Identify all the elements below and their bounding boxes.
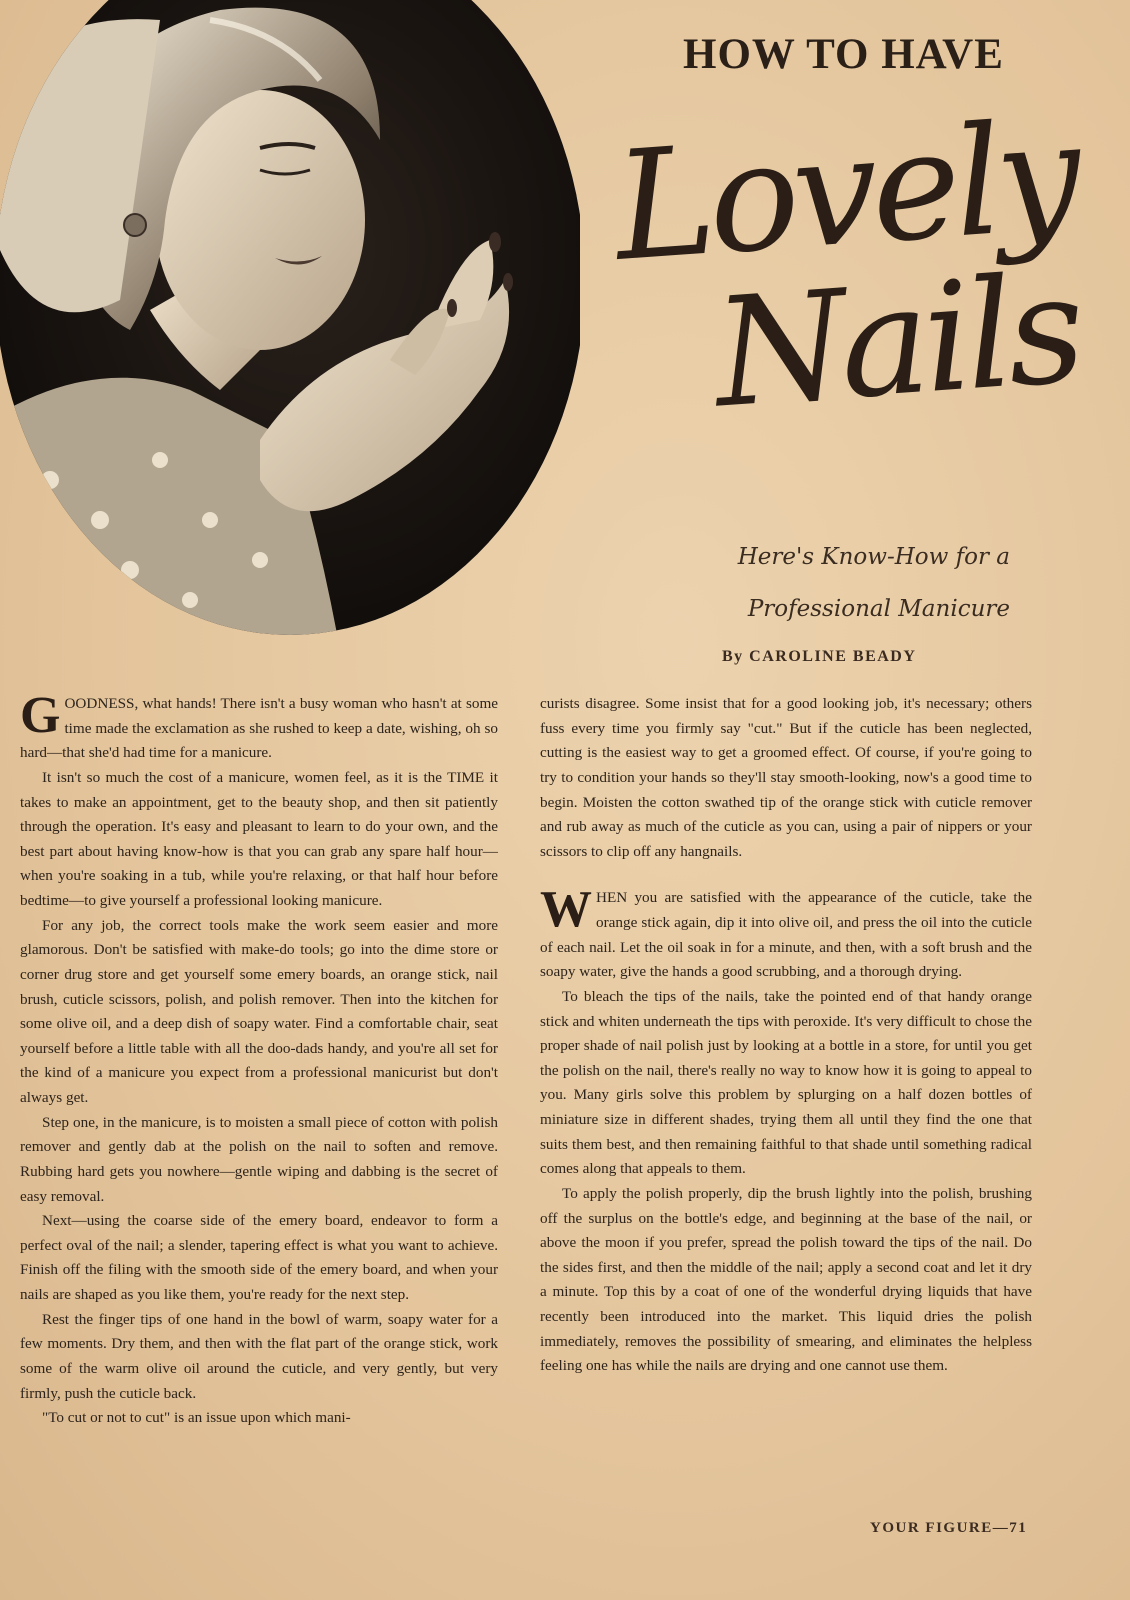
article-left-column (20, 687, 498, 1431)
script-title-lovely: Lovely (609, 89, 1081, 295)
paragraph: Step one, in the manicure, is to moisten a small piece of cotton with polish remover and gently dab at the polish on the nail to soften and remove. Rubbing hard gets you nowhere—gentle wiping and dabbing is the secret of easy removal. (20, 1113, 498, 1205)
headline: HOW TO HAVE (683, 31, 1004, 78)
paragraph-text: OODNESS, what hands! There isn't a busy woman who hasn't at some time made the exclamation as she rushed to keep a date, wishing, oh so hard—that she'd had time for a manicure. (20, 695, 498, 762)
paragraph: Next—using the coarse side of the emery board, endeavor to form a perfect oval of the nail; a slender, tapering effect is what you want to achieve. Finish off the filing with the smooth side of the emery board, and when your nails are shaped as you like them, you're ready for the next step. (20, 1212, 498, 1303)
page-footer: YOUR FIGURE—71 (870, 1520, 1028, 1536)
woman-photo (0, 0, 580, 650)
paragraph-text: HEN you are satisfied with the appearance of the cuticle, take the orange stick again, dip it into olive oil, and press the oil into the cuticle of each nail. Let the oil soak in for a minute, and then, with a soft brush and the soapy water, give the hands a good scrubbing, and a thorough drying. (540, 889, 1032, 981)
paragraph: curists disagree. Some insist that for a good looking job, it's necessary; others fuss every time you firmly say "cut." But if the cuticle has been neglected, cutting is the easiest way to get a groomed effect. Of course, if you're going to try to condition your hands so they'll stay smooth-looking, now's a good time to begin. Moisten the cotton swathed tip of the orange stick with cuticle remover and rub away as much of the cuticle as you can, using a pair of nippers or your scissors to clip off any hangnails. (540, 695, 1032, 860)
paragraph: Rest the finger tips of one hand in the bowl of warm, soapy water for a few moments. Dry them, and then with the flat part of the orange stick, work some of the warm olive oil around the cuticle, and very gently, but very firmly, push the cuticle back. (20, 1310, 498, 1402)
subtitle-line-2: Professional Manicure (747, 596, 1010, 622)
paragraph: It isn't so much the cost of a manicure, women feel, as it is the TIME it takes to make an appointment, get to the beauty shop, and then sit patiently through the operation. It's easy and pleasant to learn to do your own, and the best part about having know-how is that you can grab any spare half hour—when you're soaking in a tub, while you're relaxing, or that half hour before bedtime—to give yourself a professional looking manicure. (20, 768, 498, 909)
paragraph: For any job, the correct tools make the work seem easier and more glamorous. Don't be satisfied with make-do tools; go into the dime store or corner drug store and get yourself some emery boards, an orange stick, nail brush, cuticle scissors, polish, and polish remover. Then into the kitchen for some olive oil, and a deep dish of soapy water. Find a comfortable chair, seat yourself before a little table with all the doo-dads handy, and you're all set for the kind of a manicure you expect from a professional manicurist but don't always get. (20, 916, 498, 1106)
byline: By CAROLINE BEADY (722, 648, 917, 665)
paragraph (20, 687, 498, 766)
article-right-column (540, 692, 1032, 1379)
drop-cap: W (540, 881, 592, 939)
script-title-nails: Nails (709, 242, 1085, 442)
woman-admiring-nails-photo-icon (0, 0, 580, 650)
paragraph: To apply the polish properly, dip the brush lightly into the polish, brushing off the surplus on the bottle's edge, and beginning at the base of the nail, or above the moon if you prefer, spread the polish toward the tips of the nail. Do the sides first, and then the middle of the nail; apply a second coat and let it dry a minute. Top this by a coat of one of the wonderful drying liquids that have recently been introduced into the market. This liquid dries the polish immediately, removes the possibility of smearing, and eliminates the helpless feeling one has while the nails are drying and one cannot use them. (540, 1184, 1032, 1375)
paragraph (540, 881, 1032, 985)
drop-cap: G (20, 687, 61, 744)
paragraph: To bleach the tips of the nails, take the pointed end of that handy orange stick and whiten underneath the tips with peroxide. It's very difficult to chose the proper shade of nail polish just by looking at a bottle in a store, for until you get the polish on the nail, there's really no way to know how it is going to appeal to you. Many girls solve this problem by splurging on a half dozen bottles of miniature size in different shades, trying them all until they find the one that suits them best, and then remaining faithful to that shade until something radical comes along that appeals to them. (540, 987, 1032, 1178)
paragraph: "To cut or not to cut" is an issue upon which mani- (42, 1409, 351, 1427)
subtitle-line-1: Here's Know-How for a (737, 544, 1010, 570)
